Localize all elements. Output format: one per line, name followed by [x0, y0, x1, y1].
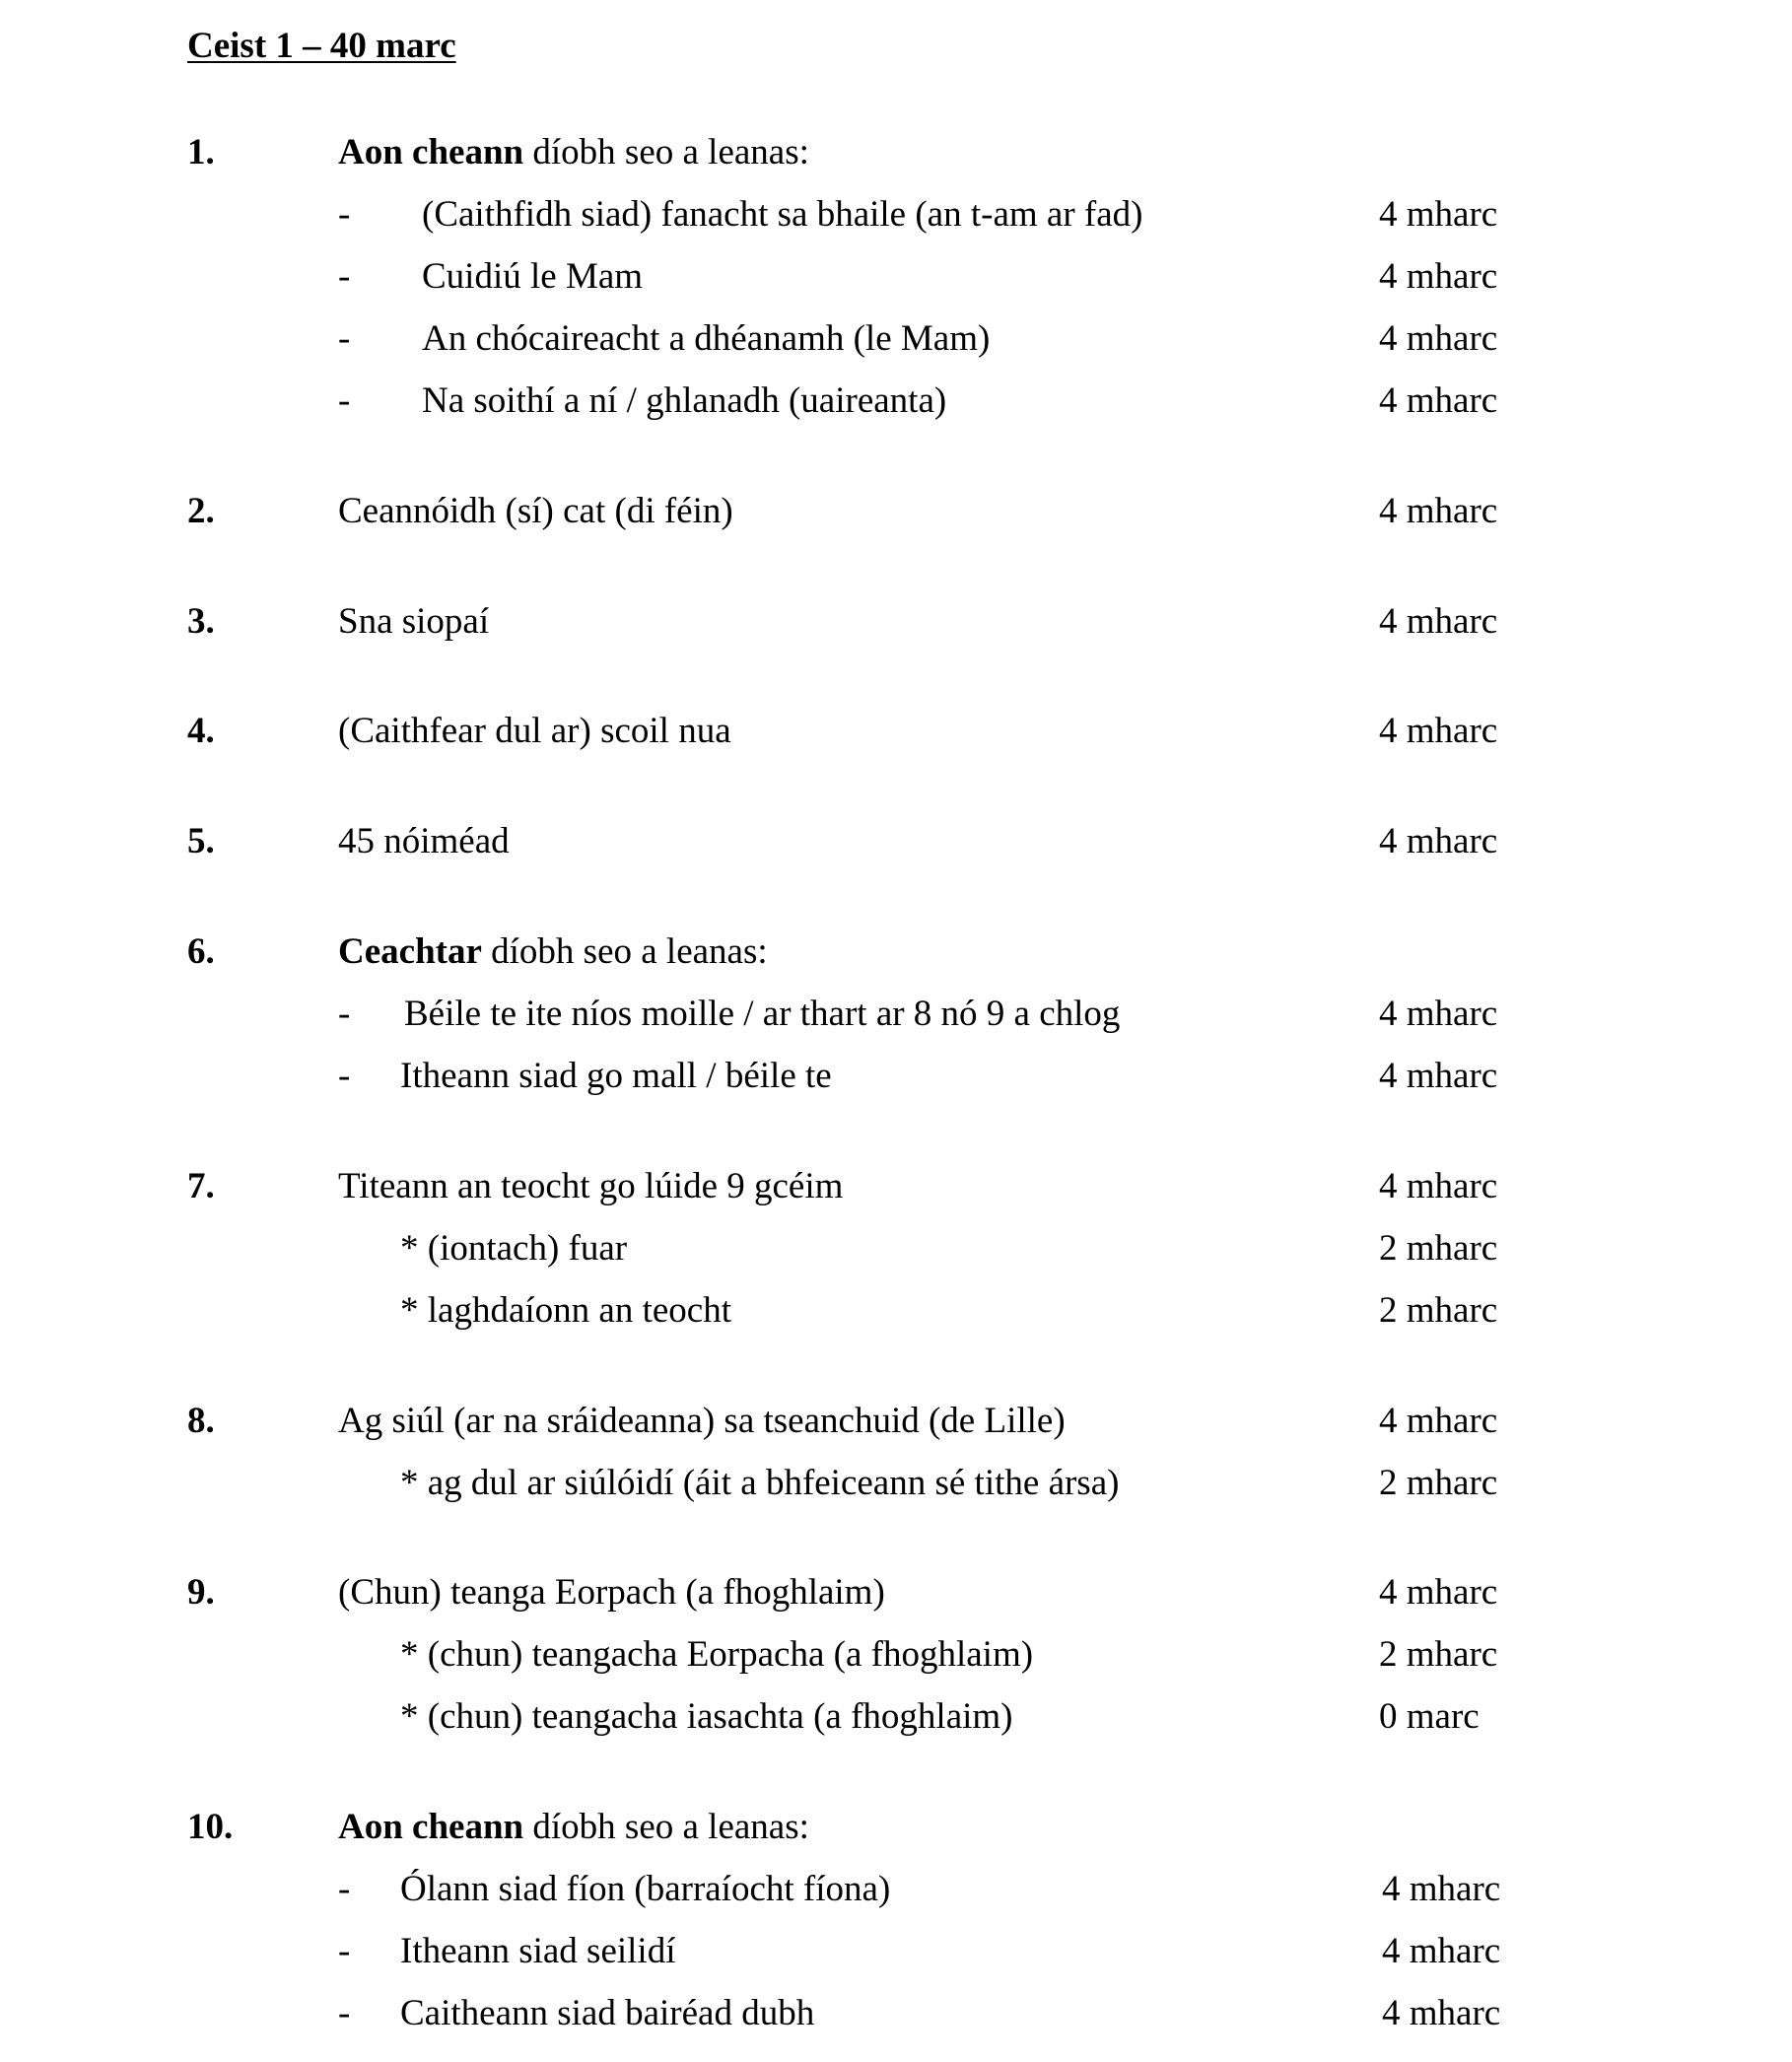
answer-text: An chócaireacht a dhéanamh (le Mam) [422, 318, 991, 359]
question-lead [338, 1809, 809, 1845]
question-number: 7. [187, 1166, 215, 1206]
marks-value: 4 mharc [1379, 711, 1498, 751]
marks-value: 4 mharc [1382, 1993, 1501, 2033]
marks-value: 4 mharc [1379, 194, 1498, 235]
marks-value: 4 mharc [1379, 1572, 1498, 1613]
bullet-dash: - [338, 1993, 351, 2033]
answer-text: (Caithfear dul ar) scoil nua [338, 711, 731, 751]
page-title: Ceist 1 – 40 marc [187, 26, 456, 66]
bullet-dash: - [338, 380, 351, 421]
question-number: 8. [187, 1401, 215, 1441]
answer-text: (Chun) teanga Eorpach (a fhoghlaim) [338, 1572, 885, 1613]
answer-text: 45 nóiméad [338, 821, 510, 861]
alternative-answer: * (chun) teangacha Eorpacha (a fhoghlaim) [400, 1634, 1034, 1675]
marks-value: 4 mharc [1379, 256, 1498, 297]
answer-text: (Caithfidh siad) fanacht sa bhaile (an t-am ar fad) [422, 194, 1143, 235]
question-lead [338, 933, 768, 970]
answer-text: Sna siopaí [338, 601, 490, 642]
question-number: 4. [187, 711, 215, 751]
answer-text: Béile te ite níos moille / ar thart ar 8 nó 9 a chlog [404, 994, 1121, 1034]
answer-text: Na soithí a ní / ghlanadh (uaireanta) [422, 380, 947, 421]
marks-value: 2 mharc [1379, 1290, 1498, 1331]
question-number: 1. [187, 132, 215, 172]
lead-text: díobh seo a leanas: [523, 132, 809, 172]
answer-text: Itheann siad seilidí [400, 1931, 676, 1971]
answer-text: Ólann siad fíon (barraíocht fíona) [400, 1869, 891, 1909]
lead-text: díobh seo a leanas: [481, 931, 768, 972]
question-number: 2. [187, 491, 215, 531]
marks-value: 0 marc [1379, 1696, 1480, 1737]
alternative-answer: * (chun) teangacha iasachta (a fhoghlaim) [400, 1696, 1013, 1737]
bullet-dash: - [338, 318, 351, 359]
question-lead [338, 134, 809, 171]
bullet-dash: - [338, 1056, 351, 1096]
marks-value: 4 mharc [1379, 1401, 1498, 1441]
marks-value: 4 mharc [1379, 601, 1498, 642]
answer-text: Titeann an teocht go lúide 9 gcéim [338, 1166, 844, 1206]
lead-emphasis: Aon cheann [338, 1807, 524, 1847]
marks-value: 4 mharc [1379, 1166, 1498, 1206]
answer-text: Ceannóidh (sí) cat (di féin) [338, 491, 733, 531]
answer-text: Cuidiú le Mam [422, 256, 644, 297]
lead-text: díobh seo a leanas: [523, 1807, 809, 1847]
marks-value: 4 mharc [1379, 380, 1498, 421]
marks-value: 4 mharc [1379, 318, 1498, 359]
bullet-dash: - [338, 1931, 351, 1971]
alternative-answer: * (iontach) fuar [400, 1228, 628, 1269]
question-number: 3. [187, 601, 215, 642]
marks-value: 4 mharc [1379, 1056, 1498, 1096]
bullet-dash: - [338, 256, 351, 297]
marks-value: 4 mharc [1379, 994, 1498, 1034]
marks-value: 4 mharc [1379, 821, 1498, 861]
answer-text: Ag siúl (ar na sráideanna) sa tseanchuid (de Lille) [338, 1401, 1066, 1441]
bullet-dash: - [338, 194, 351, 235]
marks-value: 4 mharc [1382, 1869, 1501, 1909]
question-number: 5. [187, 821, 215, 861]
question-number: 9. [187, 1572, 215, 1613]
marks-value: 2 mharc [1379, 1228, 1498, 1269]
answer-text: Caitheann siad bairéad dubh [400, 1993, 815, 2033]
question-number: 10. [187, 1807, 234, 1847]
answer-text: Itheann siad go mall / béile te [400, 1056, 832, 1096]
bullet-dash: - [338, 994, 351, 1034]
lead-emphasis: Ceachtar [338, 931, 482, 972]
lead-emphasis: Aon cheann [338, 132, 524, 172]
alternative-answer: * ag dul ar siúlóidí (áit a bhfeiceann sé tithe ársa) [400, 1463, 1120, 1503]
marks-value: 4 mharc [1379, 491, 1498, 531]
marks-value: 4 mharc [1382, 1931, 1501, 1971]
marks-value: 2 mharc [1379, 1463, 1498, 1503]
marks-value: 2 mharc [1379, 1634, 1498, 1675]
question-number: 6. [187, 931, 215, 972]
alternative-answer: * laghdaíonn an teocht [400, 1290, 731, 1331]
bullet-dash: - [338, 1869, 351, 1909]
